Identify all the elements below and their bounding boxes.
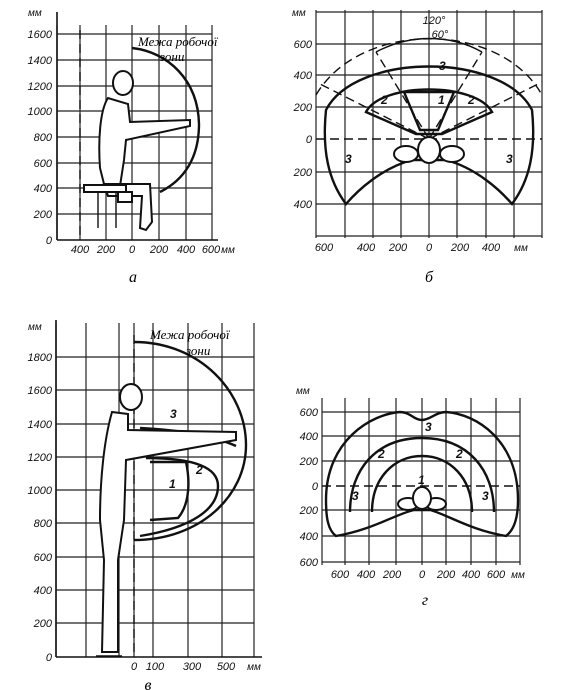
panel-v-y-tick: 600 <box>33 552 52 564</box>
panel-v-x-tick: 300 <box>182 661 202 673</box>
panel-a-y-tick: 1400 <box>27 55 52 67</box>
panel-v-x-tick: 500 <box>216 661 236 673</box>
panel-v <box>28 320 262 690</box>
panel-v-boundary-label: Межа робочої <box>150 327 230 342</box>
panel-b-body-topview <box>394 137 464 163</box>
panel-v-unit-label: мм <box>28 322 42 333</box>
panel-b-x-tick: 400 <box>481 242 501 254</box>
panel-b-zone-label: 3 <box>345 152 352 166</box>
panel-b-angle-inner-label: 60° <box>431 29 449 41</box>
panel-b-zone-label: 1 <box>438 93 445 107</box>
panel-g-x-tick: 600 <box>486 569 506 581</box>
panel-v-y-tick: 200 <box>33 618 52 630</box>
panel-b-x-tick: 200 <box>388 242 408 254</box>
panel-a-y-tick: 600 <box>33 158 52 170</box>
panel-b <box>292 8 542 286</box>
panel-b-y-tick: 200 <box>293 167 312 179</box>
panel-a <box>28 8 235 286</box>
panel-a-y-tick: 0 <box>45 235 52 247</box>
panel-a-boundary-label: Межа робочої <box>138 34 218 49</box>
panel-b-angle-outer-label: 120° <box>422 15 446 27</box>
panel-b-y-tick: 600 <box>293 39 312 51</box>
panel-g-y-tick: 200 <box>299 505 318 517</box>
panel-a-x-tick: 400 <box>176 244 196 256</box>
panel-g <box>296 386 525 609</box>
panel-b-y-tick: 400 <box>293 70 312 82</box>
panel-v-y-tick: 1200 <box>27 452 52 464</box>
panel-a-x-tick: 400 <box>70 244 90 256</box>
seated-person-figure <box>84 71 190 230</box>
panel-a-x-tick: 600 <box>201 244 221 256</box>
panel-v-zone-label: 3 <box>170 407 177 421</box>
panel-v-y-tick: 800 <box>33 518 52 530</box>
panel-a-y-tick: 800 <box>33 132 52 144</box>
panel-b-x-tick: 400 <box>356 242 376 254</box>
panel-a-x-tick: 200 <box>96 244 116 256</box>
panel-b-y-tick: 400 <box>293 199 312 211</box>
panel-g-x-tick: 600 <box>330 569 350 581</box>
panel-b-caption: б <box>424 269 434 286</box>
panel-v-zone-label: 2 <box>196 463 203 477</box>
panel-v-grid <box>56 323 254 657</box>
panel-a-x-tick: 200 <box>149 244 169 256</box>
panel-v-x-tick: 0 <box>130 661 138 673</box>
panel-b-x-tick: 600 <box>314 242 334 254</box>
panel-a-y-tick: 1000 <box>27 106 52 118</box>
panel-g-y-tick: 600 <box>299 407 318 419</box>
panel-v-y-tick: 400 <box>33 585 52 597</box>
panel-g-x-tick: 400 <box>356 569 376 581</box>
panel-g-x-tick: 0 <box>418 569 426 581</box>
panel-b-zone-label: 2 <box>468 93 475 107</box>
panel-g-body-topview <box>398 487 446 510</box>
panel-v-zone2-contour <box>140 458 218 536</box>
panel-g-zone-label: 3 <box>352 489 359 503</box>
panel-g-zone-label: 2 <box>378 447 385 461</box>
panel-b-zone-label: 3 <box>506 152 513 166</box>
panel-a-caption: а <box>129 269 137 286</box>
panel-g-y-tick: 600 <box>299 557 318 569</box>
panel-v-boundary-label: зони <box>186 343 211 358</box>
panel-v-caption: в <box>144 677 152 690</box>
panel-v-x-unit: мм <box>247 662 261 673</box>
panel-b-y-tick: 0 <box>305 134 312 146</box>
panel-g-y-tick: 400 <box>299 431 318 443</box>
panel-g-zone-label: 3 <box>482 489 489 503</box>
panel-g-x-tick: 200 <box>436 569 456 581</box>
panel-g-zone-label: 2 <box>456 447 463 461</box>
panel-a-y-tick: 1600 <box>27 29 52 41</box>
panel-b-x-tick: 0 <box>425 242 433 254</box>
panel-a-y-tick: 400 <box>33 183 52 195</box>
panel-b-x-unit: мм <box>514 243 528 254</box>
panel-g-x-tick: 200 <box>382 569 402 581</box>
panel-g-y-tick: 0 <box>311 481 318 493</box>
panel-g-y-tick: 400 <box>299 531 318 543</box>
panel-v-x-tick: 100 <box>145 661 165 673</box>
panel-g-x-unit: мм <box>511 570 525 581</box>
panel-v-zone-label: 1 <box>169 477 176 491</box>
panel-v-y-tick: 1000 <box>27 485 52 497</box>
panel-g-zone-label: 1 <box>418 473 425 487</box>
panel-b-grid <box>316 10 542 238</box>
panel-b-zone-label: 3 <box>439 59 446 73</box>
panel-b-x-tick: 200 <box>450 242 470 254</box>
panel-b-zone-label: 2 <box>381 93 388 107</box>
panel-a-boundary-label: зони <box>160 49 185 64</box>
panel-a-y-tick: 1200 <box>27 81 52 93</box>
panel-g-y-tick: 200 <box>299 456 318 468</box>
panel-b-unit-label: мм <box>292 8 306 19</box>
panel-a-unit-label: мм <box>28 8 42 19</box>
panel-a-y-tick: 200 <box>33 209 52 221</box>
panel-v-y-tick: 0 <box>45 652 52 664</box>
panel-g-x-tick: 400 <box>461 569 481 581</box>
panel-b-y-tick: 200 <box>293 102 312 114</box>
panel-g-unit-label: мм <box>296 386 310 397</box>
panel-v-y-tick: 1600 <box>27 385 52 397</box>
panel-v-y-tick: 1400 <box>27 419 52 431</box>
panel-a-x-unit: мм <box>221 245 235 256</box>
panel-v-zone1-contour <box>150 462 188 520</box>
panel-g-caption: г <box>421 592 429 609</box>
panel-a-x-tick: 0 <box>128 244 136 256</box>
panel-v-y-tick: 1800 <box>27 352 52 364</box>
panel-g-zone-label: 3 <box>425 420 432 434</box>
